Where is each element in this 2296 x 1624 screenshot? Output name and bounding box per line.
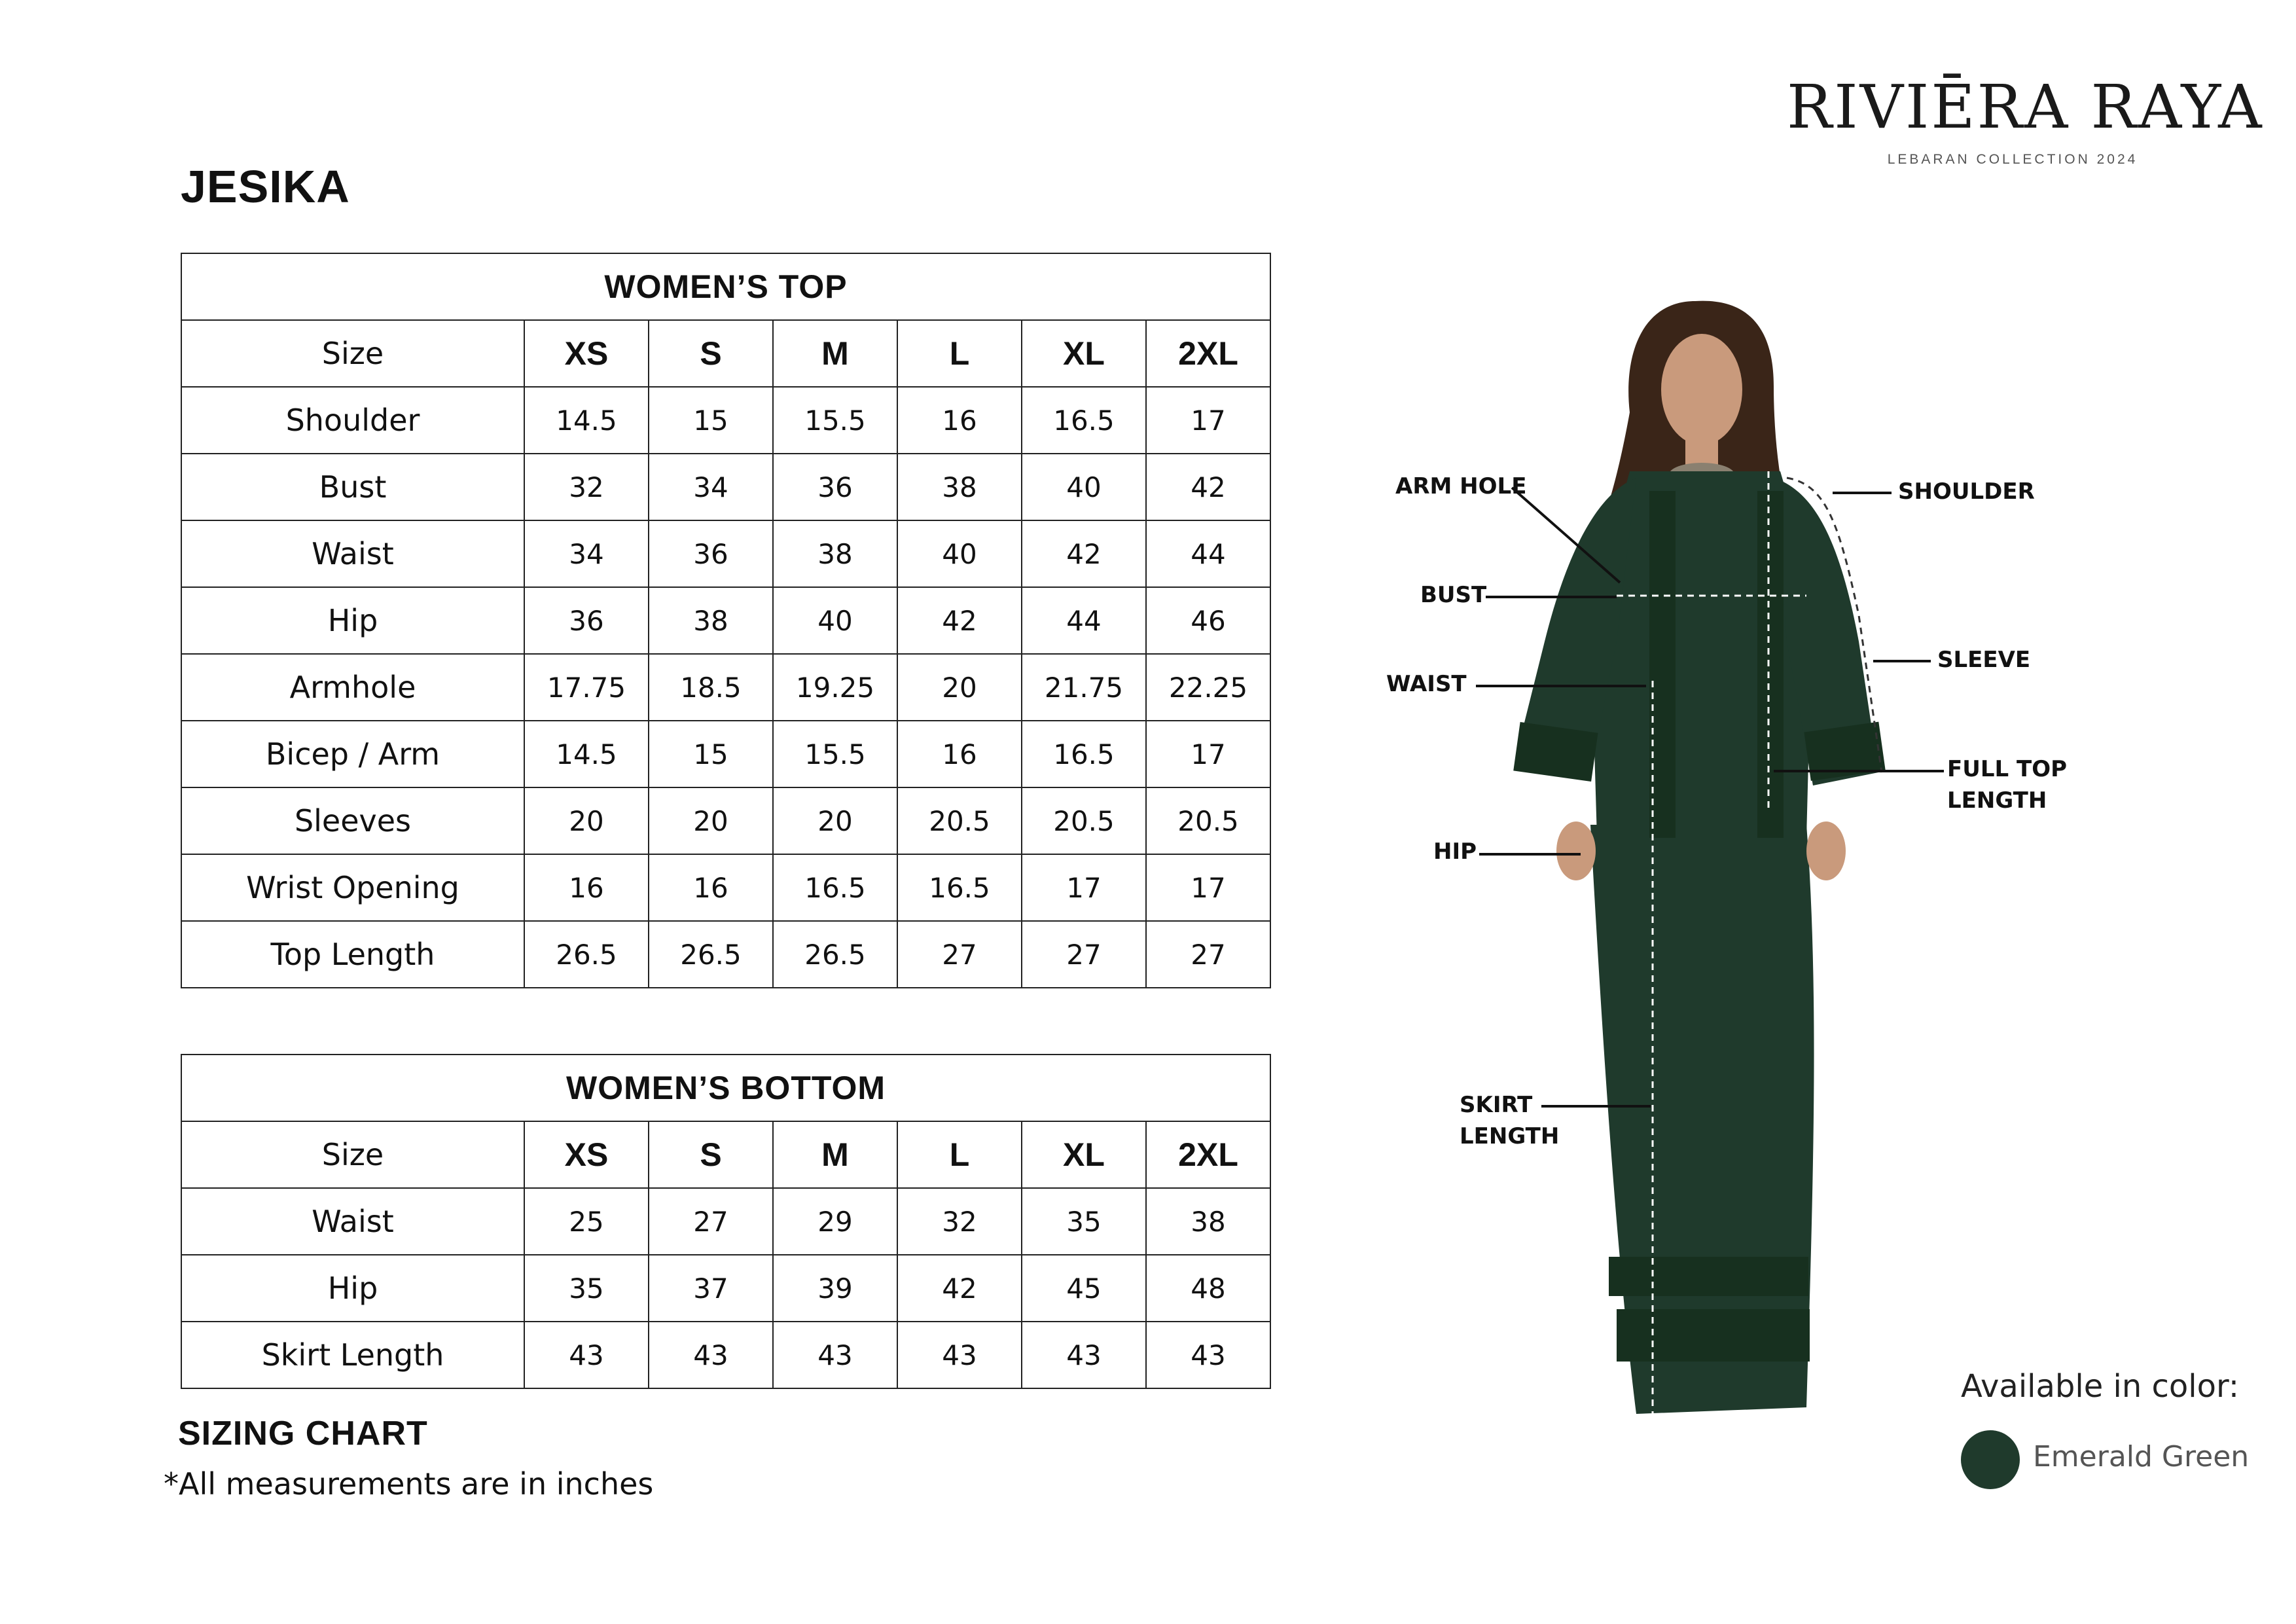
measurement-value: 14.5 [524,721,649,787]
measurement-value: 17 [1146,387,1270,454]
measurement-value: 17.75 [524,654,649,721]
measurement-value: 35 [524,1255,649,1322]
measurement-value: 45 [1022,1255,1146,1322]
measurement-value: 15 [649,387,773,454]
table-row [181,454,1270,520]
table-row [181,921,1270,988]
table-row [181,654,1270,721]
measurement-value: 27 [649,1188,773,1255]
sizing-chart-title: SIZING CHART [178,1415,428,1453]
measurement-value: 44 [1022,587,1146,654]
size-header: L [897,320,1022,387]
size-header: S [649,320,773,387]
table-row [181,587,1270,654]
skirt-lace-band [1609,1257,1808,1296]
measurement-value: 44 [1146,520,1270,587]
measurement-value: 43 [773,1322,897,1388]
measurement-value: 37 [649,1255,773,1322]
measurement-value: 20 [524,787,649,854]
measurement-value: 40 [1022,454,1146,520]
table-row [181,1322,1270,1388]
measurement-value: 38 [773,520,897,587]
label-full-top-length-line2: LENGTH [1947,787,2047,814]
measurement-label: Hip [181,587,524,654]
brand-logo [1787,72,2264,168]
measurement-label: Top Length [181,921,524,988]
size-header: XL [1022,1121,1146,1188]
measurement-value: 27 [1146,921,1270,988]
measurement-value: 21.75 [1022,654,1146,721]
measurement-value: 16 [524,854,649,921]
available-colors-title: Available in color: [1961,1368,2240,1405]
size-header: M [773,320,897,387]
measurement-value: 15.5 [773,721,897,787]
womens-top-table [181,253,1271,988]
table-title: WOMEN’S BOTTOM [181,1055,1270,1121]
measurement-label: Waist [181,520,524,587]
measurement-value: 20 [897,654,1022,721]
lace-edge [1757,491,1784,838]
measurement-value: 40 [773,587,897,654]
measurement-value: 39 [773,1255,897,1322]
face [1661,334,1742,445]
table-header-row [181,320,1270,387]
measurement-value: 27 [1022,921,1146,988]
measurement-value: 43 [1022,1322,1146,1388]
measurement-value: 25 [524,1188,649,1255]
measurement-value: 17 [1146,721,1270,787]
measurement-label: Armhole [181,654,524,721]
measurement-value: 29 [773,1188,897,1255]
hand [1556,821,1596,880]
table-row [181,387,1270,454]
lace-edge [1649,491,1676,838]
measurement-value: 43 [897,1322,1022,1388]
measurement-value: 35 [1022,1188,1146,1255]
measurement-value: 38 [1146,1188,1270,1255]
measurement-label: Skirt Length [181,1322,524,1388]
measurement-value: 15.5 [773,387,897,454]
measurement-label: Hip [181,1255,524,1322]
size-header-label: Size [181,1121,524,1188]
measurement-value: 22.25 [1146,654,1270,721]
measurement-value: 26.5 [524,921,649,988]
measurement-value: 36 [649,520,773,587]
measurement-label: Shoulder [181,387,524,454]
measurement-value: 26.5 [773,921,897,988]
measurement-label: Waist [181,1188,524,1255]
measurement-value: 16 [897,387,1022,454]
measurement-value: 18.5 [649,654,773,721]
table-row [181,520,1270,587]
measurement-value: 34 [524,520,649,587]
measurement-value: 14.5 [524,387,649,454]
product-name: JESIKA [181,161,350,212]
measurement-label: Wrist Opening [181,854,524,921]
measurement-value: 16.5 [1022,721,1146,787]
size-header: 2XL [1146,1121,1270,1188]
measurement-label: Bust [181,454,524,520]
measurement-value: 16 [649,854,773,921]
measurement-label: Bicep / Arm [181,721,524,787]
measurement-value: 42 [897,1255,1022,1322]
measurement-value: 38 [897,454,1022,520]
table-row [181,721,1270,787]
measurement-value: 32 [524,454,649,520]
color-name: Emerald Green [2033,1440,2250,1473]
size-header: 2XL [1146,320,1270,387]
size-header: S [649,1121,773,1188]
brand-name: RIVIĒRA RAYA [1787,72,2264,142]
measurement-value: 20.5 [1022,787,1146,854]
brand-subtitle: LEBARAN COLLECTION 2024 [1887,152,2138,167]
measurement-value: 16.5 [773,854,897,921]
measurement-value: 42 [1146,454,1270,520]
measurement-value: 36 [773,454,897,520]
measurement-value: 48 [1146,1255,1270,1322]
measurement-value: 17 [1022,854,1146,921]
measurement-value: 43 [1146,1322,1270,1388]
measurement-value: 42 [897,587,1022,654]
table-title: WOMEN’S TOP [181,253,1270,320]
size-header: XL [1022,320,1146,387]
label-bust: BUST [1420,582,1487,608]
size-header: M [773,1121,897,1188]
label-full-top-length [1947,754,2067,816]
measurement-value: 32 [897,1188,1022,1255]
label-skirt-length-line1: SKIRT [1460,1092,1533,1118]
table-row [181,1255,1270,1322]
color-swatch-emerald-green[interactable] [1961,1430,2020,1489]
label-waist: WAIST [1386,671,1467,697]
label-arm-hole: ARM HOLE [1395,473,1527,499]
measurement-value: 46 [1146,587,1270,654]
label-hip: HIP [1433,839,1477,865]
hand [1806,821,1846,880]
label-full-top-length-line1: FULL TOP [1947,756,2068,782]
model-illustration [1355,275,2140,1453]
measurement-value: 20 [773,787,897,854]
size-header: L [897,1121,1022,1188]
label-skirt-length [1460,1090,1559,1152]
measurement-value: 17 [1146,854,1270,921]
measurement-value: 38 [649,587,773,654]
size-header: XS [524,320,649,387]
label-shoulder: SHOULDER [1898,478,2035,505]
measurement-value: 20.5 [1146,787,1270,854]
table-header-row [181,1121,1270,1188]
table-row [181,854,1270,921]
measurement-value: 26.5 [649,921,773,988]
measurement-value: 19.25 [773,654,897,721]
skirt-lace-band [1617,1309,1810,1362]
measurement-value: 16.5 [897,854,1022,921]
label-skirt-length-line2: LENGTH [1460,1123,1560,1149]
measurement-value: 40 [897,520,1022,587]
measurement-note: *All measurements are in inches [164,1466,654,1502]
label-sleeve: SLEEVE [1937,647,2031,673]
measurement-value: 36 [524,587,649,654]
measurement-value: 15 [649,721,773,787]
table-row [181,1188,1270,1255]
measurement-value: 16.5 [1022,387,1146,454]
table-row [181,787,1270,854]
measurement-value: 20.5 [897,787,1022,854]
measurement-value: 43 [524,1322,649,1388]
womens-bottom-table [181,1054,1271,1389]
measurement-label: Sleeves [181,787,524,854]
measurement-value: 27 [897,921,1022,988]
measurement-value: 20 [649,787,773,854]
measurement-value: 16 [897,721,1022,787]
measurement-value: 34 [649,454,773,520]
measurement-value: 43 [649,1322,773,1388]
size-header-label: Size [181,320,524,387]
size-header: XS [524,1121,649,1188]
measurement-value: 42 [1022,520,1146,587]
